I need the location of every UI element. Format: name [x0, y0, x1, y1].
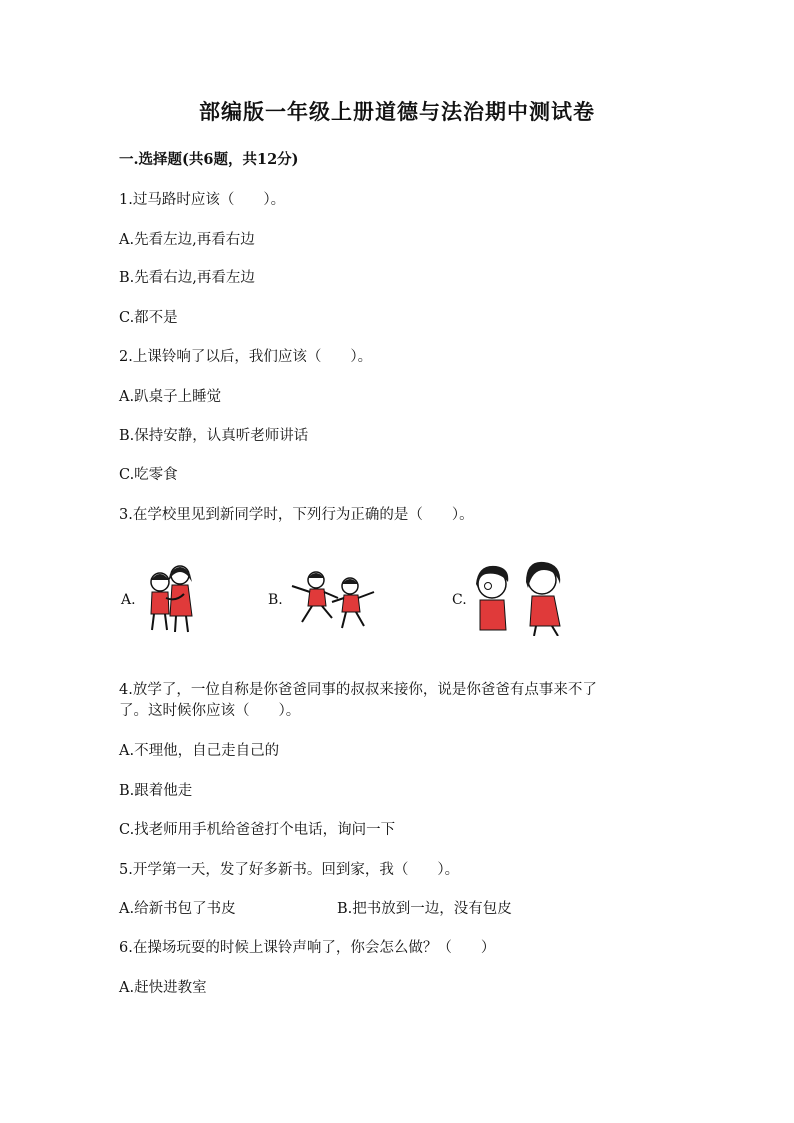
question-5-option-b: B.把书放到一边，没有包皮: [337, 901, 512, 917]
question-6-stem: 6.在操场玩耍的时候上课铃声响了，你会怎么做？（ ）: [119, 940, 496, 956]
question-4-stem-line-2: 了。这时候你应该（ ）。: [119, 703, 301, 719]
ignoring-children-illustration: [470, 560, 574, 636]
question-2-option-c: C.吃零食: [119, 467, 178, 483]
question-4-option-b: B.跟着他走: [119, 783, 193, 799]
question-6-option-a: A.赶快进教室: [119, 980, 207, 996]
question-5-option-a: A.给新书包了书皮: [119, 901, 236, 917]
question-4-stem-line-1: 4.放学了，一位自称是你爸爸同事的叔叔来接你，说是你爸爸有点事来不了: [119, 682, 597, 698]
question-3-option-b-label: B.: [268, 592, 283, 608]
question-4-option-c: C.找老师用手机给爸爸打个电话，询问一下: [119, 822, 396, 838]
question-2-stem: 2.上课铃响了以后，我们应该（ ）。: [119, 349, 373, 365]
question-1-option-b: B.先看右边,再看左边: [119, 270, 255, 286]
question-1-option-c: C.都不是: [119, 310, 178, 326]
question-3-option-c-label: C.: [452, 592, 467, 608]
section-heading: 一.选择题(共6题，共12分): [119, 151, 299, 168]
question-2-option-a: A.趴桌子上睡觉: [119, 389, 222, 405]
question-5-stem: 5.开学第一天，发了好多新书。回到家，我（ ）。: [119, 862, 460, 878]
question-2-option-b: B.保持安静，认真听老师讲话: [119, 428, 309, 444]
question-3-option-a-label: A.: [121, 592, 136, 608]
question-1-stem: 1.过马路时应该（ ）。: [119, 192, 286, 208]
hugging-children-illustration: [138, 558, 204, 638]
fighting-children-illustration: [286, 568, 382, 630]
question-3-stem: 3.在学校里见到新同学时，下列行为正确的是（ ）。: [119, 507, 474, 523]
page-title: 部编版一年级上册道德与法治期中测试卷: [199, 99, 595, 124]
question-1-option-a: A.先看左边,再看右边: [119, 232, 255, 248]
question-4-option-a: A.不理他，自己走自己的: [119, 743, 280, 759]
